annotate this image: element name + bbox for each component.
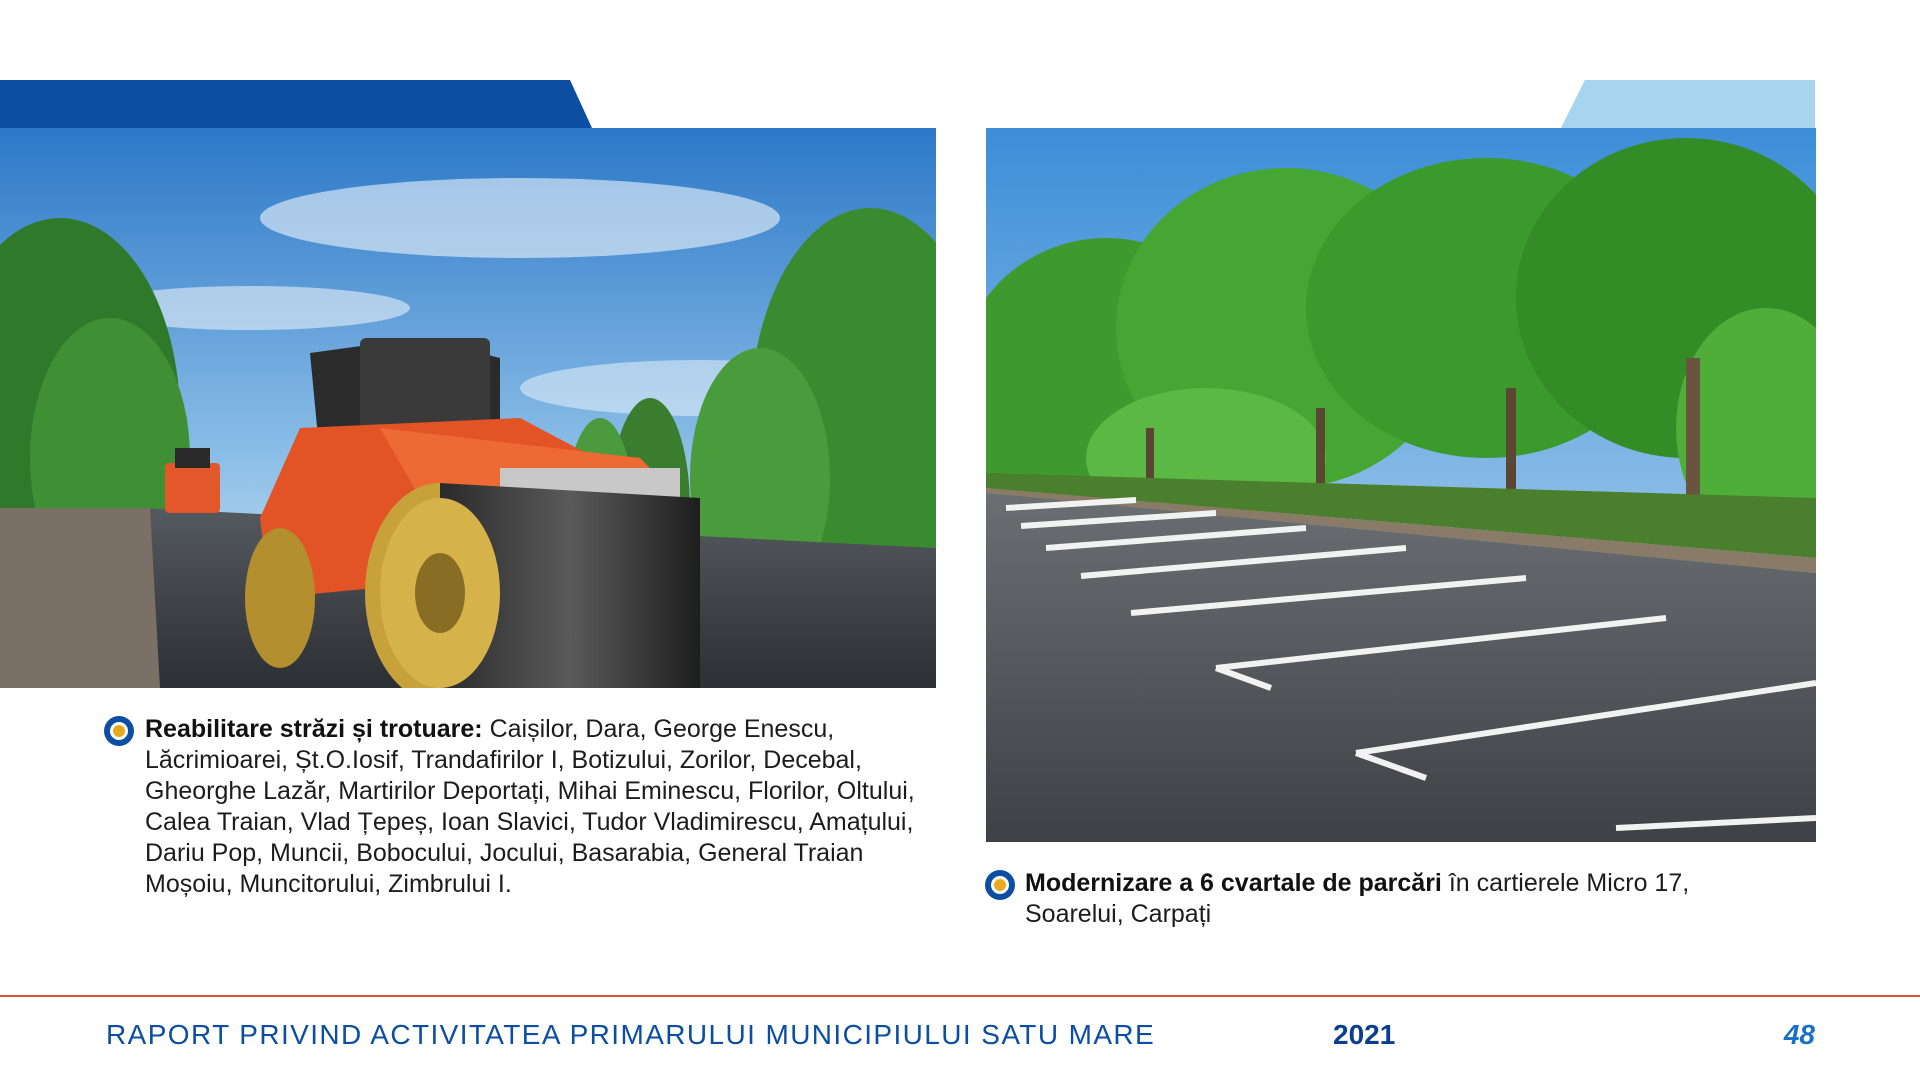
parking-lot-photo	[986, 128, 1816, 842]
caption-heading: Modernizare a 6 cvartale de parcări	[1025, 869, 1442, 897]
page-number: 48	[1783, 1019, 1815, 1050]
parking-modernization-caption	[1025, 868, 1785, 930]
caption-text: Caișilor, Dara, George Enescu, Lăcrimioarei, Șt.O.Iosif, Trandafirilor I, Botizului, Zorilor, Decebal, Gheorghe Lazăr, Martirilor Deportați, Mihai Eminescu, Florilor, Oltului, Calea Traian, Vlad Țepeș, Ioan Slavici, Tudor Vladimirescu, Amațului, Dariu Pop, Muncii, Bobocului, Jocului, Basarabia, General Traian Moșoiu, Muncitorului, Zimbrului I.	[145, 715, 915, 898]
bullet-icon	[104, 716, 134, 746]
report-year: 2021	[1333, 1019, 1396, 1050]
footer-divider	[0, 995, 1920, 997]
bullet-icon	[985, 870, 1015, 900]
road-roller-photo	[0, 128, 936, 688]
top-right-banner	[1561, 80, 1815, 128]
report-title: RAPORT PRIVIND ACTIVITATEA PRIMARULUI MUNICIPIULUI SATU MARE	[106, 1019, 1156, 1050]
top-left-banner	[0, 80, 592, 128]
caption-heading: Reabilitare străzi și trotuare:	[145, 715, 483, 743]
caption-text: în cartierele Micro 17, Soarelui, Carpați	[1025, 869, 1690, 928]
street-rehabilitation-caption	[145, 714, 925, 900]
